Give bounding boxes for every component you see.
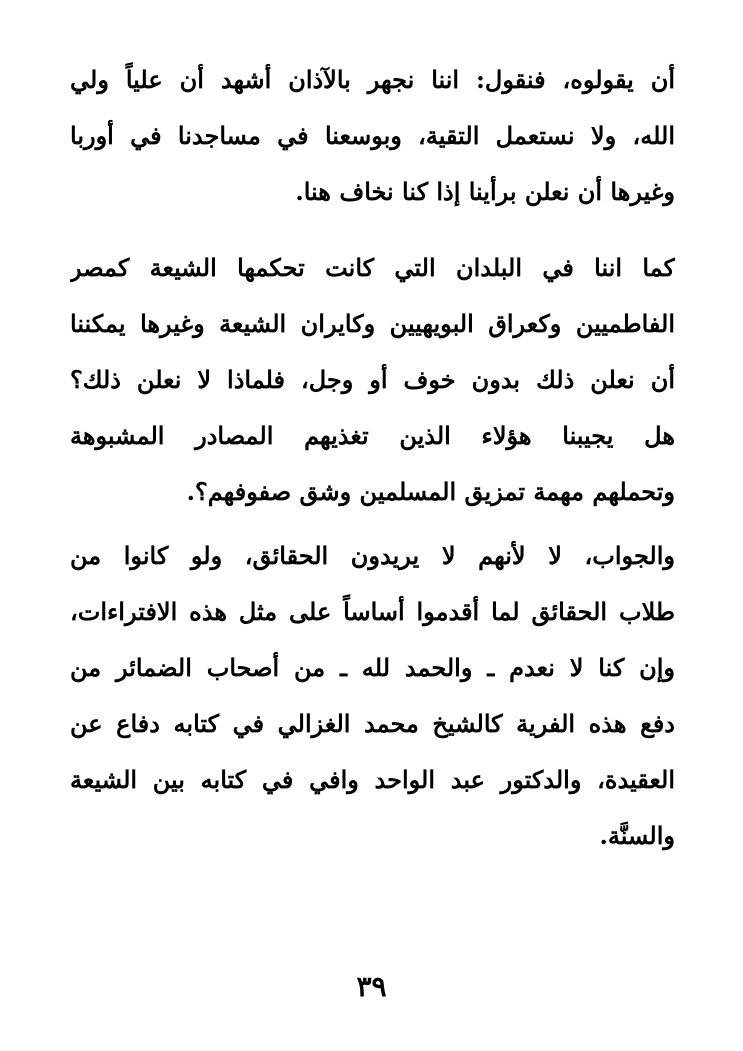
text-line: العقيدة، والدكتور عبد الواحد وافي في كتابه بين الشيعة	[70, 765, 675, 794]
text-line: هل يجيبنا هؤلاء الذين تغذيهم المصادر المشبوهة	[70, 421, 675, 450]
text-line: طلاب الحقائق لما أقدموا أساساً على مثل هذه الافتراءات،	[70, 597, 675, 626]
text-line: أن نعلن ذلك بدون خوف أو وجل، فلماذا لا نعلن ذلك؟	[70, 365, 675, 394]
text-line: وإن كنا لا نعدم ـ والحمد لله ـ من أصحاب الضمائر من	[70, 653, 675, 682]
paragraph-3	[70, 528, 675, 864]
text-line: دفع هذه الفرية كالشيخ محمد الغزالي في كتابه دفاع عن	[70, 709, 675, 738]
text-line: الله، ولا نستعمل التقية، وبوسعنا في مساجدنا في أوربا	[70, 121, 675, 150]
text-line: والسنَّة.	[599, 821, 675, 850]
page-number: ٣٩	[356, 970, 387, 1003]
text-line: وتحملهم مهمة تمزيق المسلمين وشق صفوفهم؟.	[186, 477, 675, 506]
text-line: وغيرها أن نعلن برأينا إذا كنا نخاف هنا.	[295, 177, 675, 206]
text-line: والجواب، لا لأنهم لا يريدون الحقائق، ولو كانوا من	[70, 541, 675, 570]
text-line: أن يقولوه، فنقول: اننا نجهر بالآذان أشهد أن علياً ولي	[70, 65, 675, 94]
text-line: كما اننا في البلدان التي كانت تحكمها الشيعة كمصر	[70, 253, 675, 282]
text-line: الفاطميين وكعراق البويهيين وكايران الشيعة وغيرها يمكننا	[70, 309, 675, 338]
paragraph-2	[70, 240, 675, 520]
paragraph-1	[70, 52, 675, 220]
